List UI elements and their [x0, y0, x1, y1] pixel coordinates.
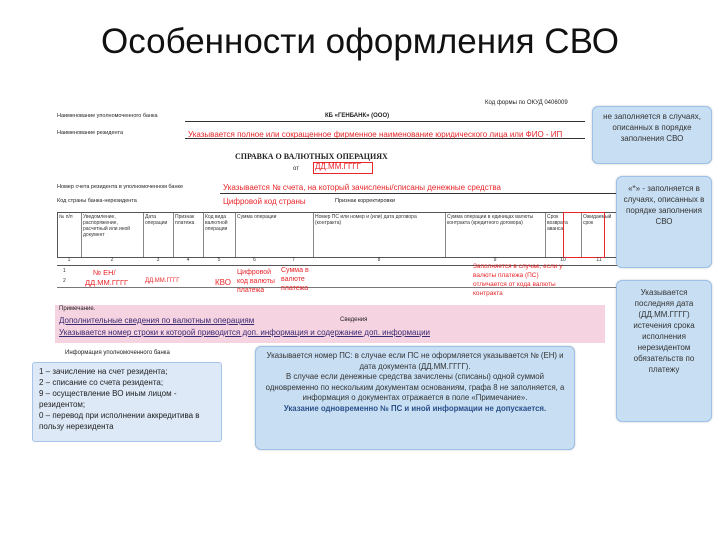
col-date: Дата операции: [144, 213, 174, 257]
slide-title: Особенности оформления СВО: [100, 22, 619, 61]
legend-item: 0 – перевод при исполнении аккредитива в пользу нерезидента: [39, 411, 200, 431]
col-contract-sum: Сумма операции в единицах валюты контракта (кредитного договора): [446, 213, 546, 257]
annotation-name-fill: Указывается полное или сокращенное фирменное наименование юридического лица или ФИО - ИП: [188, 130, 563, 139]
country-label: Код страны банка-нерезидента: [57, 198, 137, 204]
col-sum: Сумма операции: [236, 213, 314, 257]
col-num: № п/п: [58, 213, 82, 257]
info-label: Информация уполномоченного банка: [65, 350, 170, 356]
col-number: 5: [217, 257, 221, 263]
bank-name-label: Наименование уполномоченного банка: [57, 113, 158, 119]
expected-col-highlight: [563, 212, 605, 258]
resident-name-label: Наименование резидента: [57, 130, 124, 136]
legend-item: 9 – осуществление ВО иным лицом - резидентом;: [39, 389, 177, 409]
legend-item: 2 – списание со счета резидента;: [39, 378, 164, 387]
annotation-col-currency: Цифровой код валюты платежа: [237, 269, 275, 294]
annotation-country-fill: Цифровой код страны: [223, 197, 306, 206]
col-document: Уведомление, распоряжение, расчетный или иной документ: [82, 213, 144, 257]
col-number: 10: [560, 257, 566, 263]
col-sign: Признак платежа: [174, 213, 204, 257]
col-number: 2: [110, 257, 114, 263]
table-header: [57, 212, 618, 258]
account-label: Номер счета резидента в уполномоченном банке: [57, 184, 184, 190]
table-row-number: 1: [63, 268, 66, 274]
center-callout-line-3: Указание одновременно № ПС и иной информации не допускается.: [283, 403, 547, 413]
annotation-col-kvo: КВО: [215, 278, 231, 287]
col-contract: Номер ПС или номер и (или) дата договора (контракта): [314, 213, 446, 257]
annotation-col-sum: Сумма в валюте платежа: [281, 267, 309, 292]
correction-label: Признак корректировки: [335, 198, 395, 204]
callout-right-top: не заполняется в случаях, описанных в порядке заполнения СВО: [592, 106, 712, 164]
note-line-1: Дополнительные сведения по валютным операциям: [59, 316, 255, 325]
col-number: 7: [292, 257, 295, 263]
col-advance: Срок возврата аванса: [546, 213, 582, 257]
center-callout-line-2: В случае если денежные средства зачислены (списаны) одной суммой одновременно по нескольким документам основаниям, графа 8 не заполняется, а информация о документах отражается в поле «Примечание».: [265, 372, 565, 402]
annotation-account-fill: Указывается № счета, на который зачислены/списаны денежные средства: [223, 183, 501, 192]
bank-name-value: КБ «ГЕНБАНК» (ООО): [325, 113, 390, 119]
bank-name-underline: [185, 121, 585, 122]
col-number: 3: [156, 257, 160, 263]
callout-center-bottom: [255, 346, 575, 450]
col-number: 1: [67, 257, 71, 263]
col-number: 6: [253, 257, 256, 263]
form-document: [55, 100, 645, 370]
annotation-col-contract: Заполняется в случае, если у валюты платежа (ПС) отличается от кода валюты контракта: [473, 263, 563, 297]
date-placeholder: ДД.ММ.ГГГГ: [315, 162, 361, 171]
extra-label: Сведения: [340, 317, 368, 323]
note-line-2: Указывается номер строки к которой приводится доп. информация и содержание доп. информации: [59, 328, 431, 337]
annotation-col-date2: ДД.ММ.ГГГГ: [145, 278, 180, 284]
table-row-number: 2: [63, 278, 66, 284]
legend-item: 1 – зачисление на счет резидента;: [39, 367, 168, 376]
annotation-col-en: № ЕН/: [93, 268, 116, 277]
col-number: 11: [596, 257, 602, 263]
operation-sign-legend: [32, 362, 222, 442]
form-header-title: СПРАВКА О ВАЛЮТНЫХ ОПЕРАЦИЯХ: [235, 152, 388, 161]
callout-right-middle: «*» - заполняется в случаях, описанных в порядке заполнения СВО: [616, 176, 712, 268]
center-callout-line-1: Указывается номер ПС: в случае если ПС не оформляется указывается № (ЕН) и дата документа (ДД.ММ.ГГГГ).: [266, 351, 564, 371]
note-label: Примечание.: [59, 306, 96, 312]
okud-label: Код формы по ОКУД 0406009: [485, 100, 568, 106]
col-kvo: Код вида валютной операции: [204, 213, 236, 257]
col-number: 8: [377, 257, 381, 263]
callout-right-bottom: Указывается последняя дата (ДД.ММ.ГГГГ) истечения срока исполнения нерезидентом обязательств по платежу: [616, 280, 712, 422]
form-header-from: от: [293, 166, 299, 172]
col-number: 9: [493, 257, 497, 263]
account-underline: [220, 193, 620, 194]
col-number: 4: [186, 257, 190, 263]
annotation-col-date: ДД.ММ.ГГГГ: [85, 278, 129, 287]
col-expected: Ожидаемый срок: [582, 213, 618, 257]
